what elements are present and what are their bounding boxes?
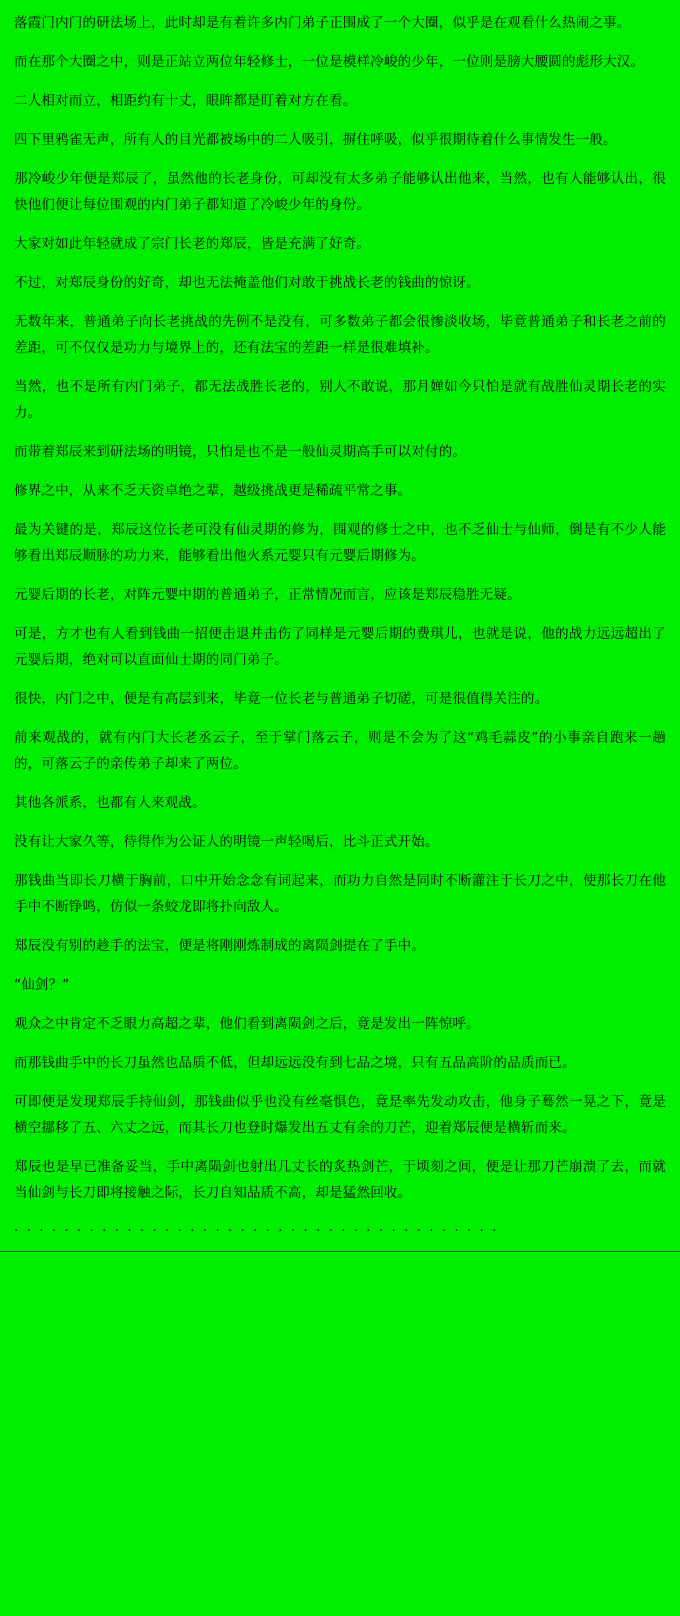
paragraph: 四下里鸦雀无声，所有人的目光都被场中的二人吸引，摒住呼吸，似乎很期待着什么事情发生一般。 <box>14 132 617 148</box>
paragraph: 大家对如此年轻就成了宗门长老的郑辰，皆是充满了好奇。 <box>14 236 371 252</box>
paragraph: 落霞门内门的研法场上，此时却是有着许多内门弟子正围成了一个大圈，似乎是在观看什么热闹之事。 <box>14 15 631 31</box>
paragraph: 不过，对郑辰身份的好奇，却也无法掩盖他们对敢于挑战长老的钱曲的惊讶。 <box>14 275 480 291</box>
paragraph: 那钱曲当即长刀横于胸前，口中开始念念有词起来，而功力自然是同时不断灌注于长刀之中，使那长刀在他手中不断铮鸣，仿似一条蛟龙即将扑向敌人。 <box>14 873 666 915</box>
paragraph: 前来观战的，就有内门大长老丞云子，至于掌门落云子，则是不会为了这“鸡毛蒜皮”的小事亲自跑来一趟的，可落云子的亲传弟子却来了两位。 <box>14 730 666 772</box>
page-bottom-rule <box>0 1251 680 1252</box>
paragraph: 无数年来，普通弟子向长老挑战的先例不是没有，可多数弟子都会很惨淡收场，毕竟普通弟子和长老之前的差距，可不仅仅是功力与境界上的，还有法宝的差距一样是很难填补。 <box>14 314 666 356</box>
paragraph: 很快，内门之中，便是有高层到来，毕竟一位长老与普通弟子切磋，可是很值得关注的。 <box>14 691 549 707</box>
paragraph: 那冷峻少年便是郑辰了，虽然他的长老身份，可却没有太多弟子能够认出他来，当然，也有人能够认出，很快他们便让每位围观的内门弟子都知道了冷峻少年的身份。 <box>14 171 666 213</box>
paragraph: 当然，也不是所有内门弟子，都无法战胜长老的，别人不敢说，那月婵如今只怕是就有战胜仙灵期长老的实力。 <box>14 379 666 421</box>
footer-dots: · · · · · · · · · · · · · · · · · · · · · · · · · · · · · · · · · · · · · · · <box>14 1223 499 1239</box>
paragraph: 最为关键的是，郑辰这位长老可没有仙灵期的修为，围观的修士之中，也不乏仙士与仙师，倒是有不少人能够看出郑辰顺脉的功力来，能够看出他火系元婴只有元婴后期修为。 <box>14 522 666 564</box>
paragraph: 元婴后期的长老，对阵元婴中期的普通弟子，正常情况而言，应该是郑辰稳胜无疑。 <box>14 587 521 603</box>
paragraph: 郑辰没有别的趁手的法宝，便是将刚刚炼制成的离陨剑提在了手中。 <box>14 938 425 954</box>
paragraph: 可即便是发现郑辰手持仙剑，那钱曲似乎也没有丝毫惧色，竟是率先发动攻击，他身子蓦然一晃之下，竟是横空挪移了五、六丈之远，而其长刀也登时爆发出五丈有余的刀芒，迎着郑辰便是横斩而来。 <box>14 1094 666 1136</box>
paragraph: 而带着郑辰来到研法场的明镜，只怕是也不是一般仙灵期高手可以对付的。 <box>14 444 467 460</box>
paragraph: 没有让大家久等，待得作为公证人的明镜一声轻喝后，比斗正式开始。 <box>14 834 439 850</box>
paragraph: “仙剑？” <box>14 977 70 993</box>
paragraph: 观众之中肯定不乏眼力高超之辈，他们看到离陨剑之后，竟是发出一阵惊呼。 <box>14 1016 480 1032</box>
paragraph: 可是，方才也有人看到钱曲一招便击退并击伤了同样是元婴后期的费琪儿，也就是说，他的战力远远超出了元婴后期，绝对可以直面仙士期的同门弟子。 <box>14 626 666 668</box>
paragraph: 二人相对而立，相距约有十丈，眼眸都是盯着对方在看。 <box>14 93 357 109</box>
paragraph: 而在那个大圈之中，则是正站立两位年轻修士，一位是模样冷峻的少年，一位则是膀大腰圆的彪形大汉。 <box>14 54 645 70</box>
paragraph: 郑辰也是早已准备妥当，手中离陨剑也射出几丈长的炙热剑芒，于顷刻之间，便是让那刀芒崩溃了去，而就当仙剑与长刀即将接触之际，长刀自知品质不高，却是猛然回收。 <box>14 1159 666 1201</box>
paragraph: 而那钱曲手中的长刀虽然也品质不低，但却远远没有到七品之境，只有五品高阶的品质而已。 <box>14 1055 576 1071</box>
paragraph: 修界之中，从来不乏天资卓绝之辈，越级挑战更是稀疏平常之事。 <box>14 483 412 499</box>
paragraph: 其他各派系，也都有人来观战。 <box>14 795 206 811</box>
